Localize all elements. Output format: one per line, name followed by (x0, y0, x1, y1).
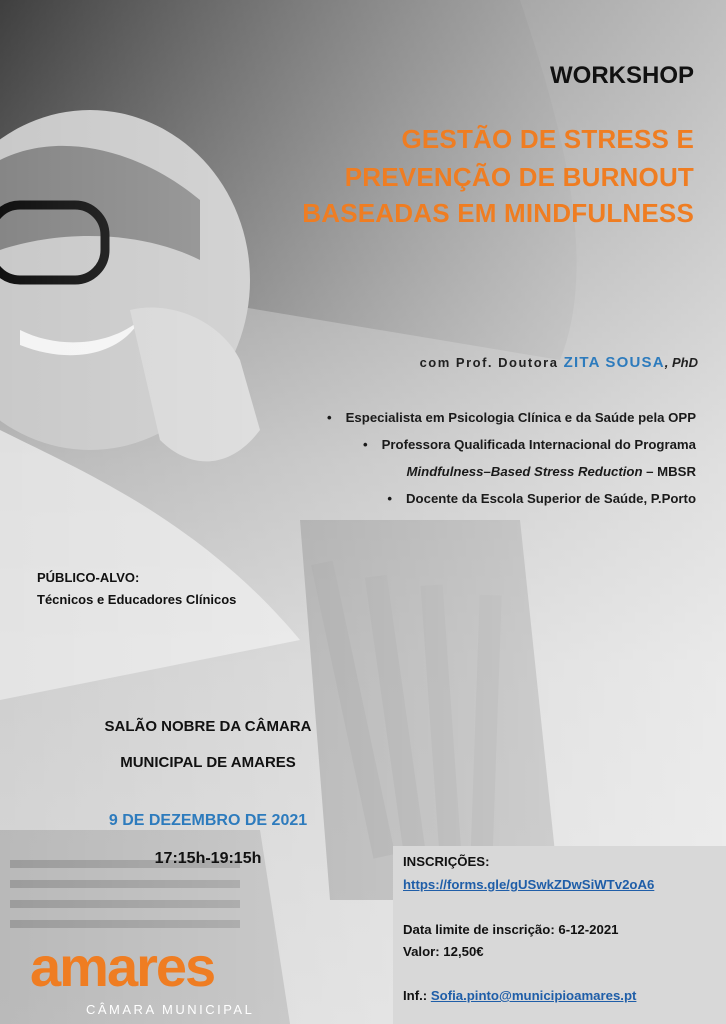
credential-item: • Especialista em Psicologia Clínica e da Saúde pela OPP (327, 410, 696, 425)
title-line-3: BASEADAS EM MINDFULNESS (302, 198, 694, 228)
bullet-icon: • (387, 491, 393, 506)
event-time: 17:15h-19:15h (154, 850, 262, 867)
bullet-icon: • (362, 437, 368, 452)
credential-item: • Professora Qualificada Internacional do Programa (362, 437, 696, 452)
program-name: Mindfulness–Based Stress Reduction (406, 464, 643, 479)
logo-wordmark: amares (30, 935, 215, 998)
audience-value: Técnicos e Educadores Clínicos (37, 592, 237, 607)
credential-item-continued (407, 464, 696, 479)
presenter-name: ZITA SOUSA (563, 354, 665, 371)
bullet-icon: • (327, 410, 332, 425)
audience-label: PÚBLICO-ALVO: (37, 570, 140, 585)
logo-subtitle: CÂMARA MUNICIPAL (86, 1002, 255, 1017)
registration-link[interactable]: https://forms.gle/gUSwkZDwSiWTv2oA6 (403, 877, 655, 892)
registration-label: INSCRIÇÕES: (403, 854, 490, 869)
presenter-line (420, 354, 698, 371)
event-kicker: WORKSHOP (550, 62, 694, 89)
registration-box (393, 846, 726, 1024)
venue-line-1: SALÃO NOBRE DA CÂMARA (104, 718, 312, 735)
venue-line-2: MUNICIPAL DE AMARES (120, 754, 296, 771)
event-date: 9 DE DEZEMBRO DE 2021 (108, 812, 308, 829)
credential-item: • Docente da Escola Superior de Saúde, P.Porto (387, 491, 696, 506)
contact-line (403, 988, 636, 1003)
municipality-logo (30, 935, 270, 1024)
presenter-title: , PhD (664, 355, 698, 370)
registration-price: Valor: 12,50€ (403, 944, 484, 959)
title-line-1: GESTÃO DE STRESS E (401, 124, 694, 154)
presenter-prefix: com Prof. Doutora (419, 355, 559, 370)
registration-deadline: Data limite de inscrição: 6-12-2021 (403, 922, 619, 937)
contact-email-link[interactable]: Sofia.pinto@municipioamares.pt (430, 988, 637, 1003)
title-line-2: PREVENÇÃO DE BURNOUT (344, 162, 694, 192)
contact-label: Inf.: (403, 988, 428, 1003)
program-acronym: – MBSR (646, 464, 696, 479)
